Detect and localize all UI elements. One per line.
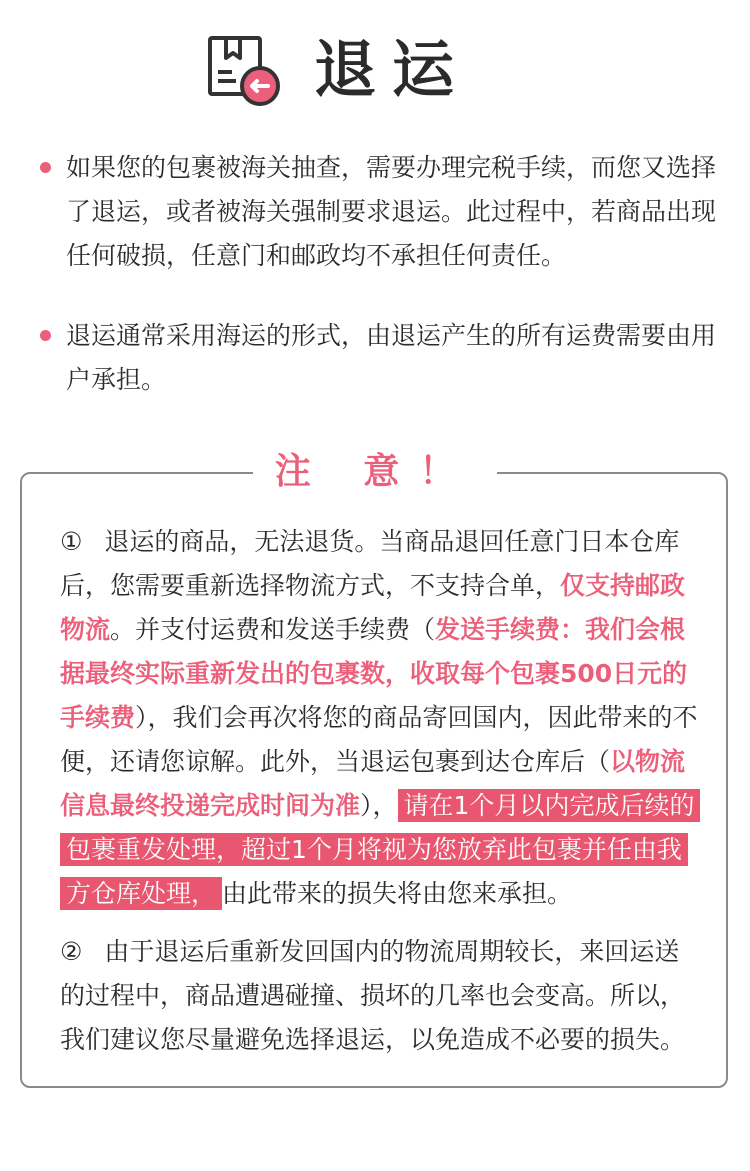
- bullet-item: [38, 314, 718, 402]
- item-number: ②: [60, 937, 83, 966]
- bullet-item: [38, 146, 718, 278]
- boxed-warning-text: 请在1个月以内完成后续的包裹重发处理，超过1个月将视为您放弃此包裹并任由我方仓库处理，: [60, 789, 700, 910]
- bullet-dot-icon: [40, 330, 51, 341]
- highlight-text: 仅支持邮政物流: [60, 571, 686, 644]
- notice-paragraph-1: [60, 520, 700, 916]
- bullet-text: 退运通常采用海运的形式，由退运产生的所有运费需要由用户承担。: [66, 321, 717, 394]
- item-number: ①: [60, 527, 83, 556]
- notice-body: [60, 520, 700, 1076]
- page-title: 退运: [314, 33, 471, 106]
- bullet-text: 如果您的包裹被海关抽查，需要办理完税手续，而您又选择了退运，或者被海关强制要求退运。此过程中，若商品出现任何破损，任意门和邮政均不承担任何责任。: [66, 153, 717, 270]
- notice-text: 由此带来的损失将由您来承担。: [222, 879, 573, 908]
- bullet-list: [38, 146, 718, 438]
- notice-title-wrap: [0, 444, 750, 500]
- header: [0, 26, 750, 116]
- notice-text: ），我们会再次将您的商品寄回国内，因此带来的不便，还请您谅解。此外，当退运包裹到达仓库后（: [60, 703, 698, 776]
- highlight-text: 发送手续费：我们会根据最终实际重新发出的包裹数，收取每个包裹500日元的手续费: [60, 615, 688, 732]
- highlight-text: 以物流信息最终投递完成时间为准: [60, 747, 686, 820]
- notice-text: 退运的商品，无法退货。当商品退回任意门日本仓库后，您需要重新选择物流方式，不支持合单，: [60, 527, 680, 600]
- notice-text: 。并支付运费和发送手续费（: [110, 615, 436, 644]
- notice-title: 注 意！: [253, 444, 498, 500]
- notice-text: ），: [360, 791, 398, 820]
- notice-paragraph-2: [60, 930, 700, 1062]
- bullet-dot-icon: [40, 162, 51, 173]
- package-return-icon: [206, 34, 282, 110]
- notice-text: 由于退运后重新发回国内的物流周期较长，来回运送的过程中，商品遭遇碰撞、损坏的几率也会变高。所以，我们建议您尽量避免选择退运，以免造成不必要的损失。: [60, 937, 686, 1054]
